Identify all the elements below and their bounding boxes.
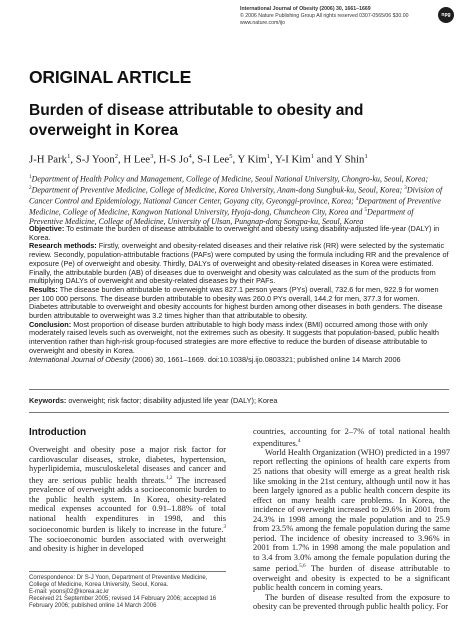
author-name: J-H Park xyxy=(29,153,68,166)
article-title: Burden of disease attributable to obesity and overweight in Korea xyxy=(29,102,364,139)
abstract-conclusion-text: Most proportion of disease burden attributable to high body mass index (BMI) occurred among those with only moderately raised levels such as overweight, not the extremes such as obesity. It suggests that population-based, public health intervention rather than high-risk group-focused strategies are more effective to reduce the burden of disease attributable to overweight and obesity in Korea. xyxy=(29,319,439,355)
journal-url-link[interactable]: www.nature.com/ijo xyxy=(240,20,285,26)
journal-citation-line: International Journal of Obesity (2006) 30, 1661–1669 xyxy=(240,6,371,12)
abstract-results-label: Results: xyxy=(29,284,58,294)
divider-bottom xyxy=(29,412,449,413)
author-name: H Lee xyxy=(123,153,151,166)
affiliation-text: Department of Health Policy and Management, College of Medicine, Seoul National University, Chongro-ku, Seoul, Korea; xyxy=(31,174,429,184)
paragraph-text: countries, accounting for 2–7% of total national health expenditures. xyxy=(253,427,450,448)
correspondence-email-link[interactable]: E-mail: yoonsj02@korea.ac.kr xyxy=(29,589,110,595)
author-affiliation-mark: 1 xyxy=(364,153,368,160)
paragraph-text: The increased prevalence of overweight adds a socioeconomic burden to the public health system. In Korea, obesity-related medical expenses accounted for 0.91–1.88% of total national health expenditures in 1998, and this socioeconomic burden is likely to increase in the future. xyxy=(29,475,226,534)
author-affiliation-mark: 5 xyxy=(229,153,233,160)
abstract-conclusion-label: Conclusion: xyxy=(29,319,72,329)
affiliation-mark: 2 xyxy=(29,184,32,191)
affiliation-list xyxy=(29,173,449,226)
author-name: S-I Lee xyxy=(197,153,230,166)
abstract-methods-label: Research methods: xyxy=(29,241,97,251)
reference-mark: 1,2 xyxy=(165,474,173,481)
author-name: Y Kim xyxy=(237,153,267,166)
abstract-block xyxy=(29,225,449,364)
author-affiliation-mark: 2 xyxy=(114,153,119,160)
intro-paragraph xyxy=(253,427,450,448)
author-name: H-S Jo xyxy=(158,153,189,166)
affiliation-text: Division of Cancer Control and Epidemiology, National Cancer Center, Goyang city, Gyeonggi-province, Korea; xyxy=(29,185,443,206)
footnote-divider xyxy=(29,571,226,572)
author-name: S-J Yoon xyxy=(75,153,115,166)
abstract-results-text: The disease burden attributable to overweight was 827.1 person years (PYs) overall, 732.6 for men, 922.9 for women per 100 000 persons. The disease burden attributable to obesity was 260.0 PYs overall, 144.2 for men, 377.3 for women. Diabetes attributable to overweight and obesity accounts for highest burden among other diseases in both genders. The disease burden attributable to overweight was 3.2 times higher than that attributable to obesity. xyxy=(29,284,443,321)
affiliation-mark: 1 xyxy=(29,174,32,180)
author-affiliation-mark: 4 xyxy=(188,153,192,160)
affiliation-mark: 3 xyxy=(404,184,407,191)
paragraph-text: Overweight and obesity pose a major risk factor for cardiovascular diseases, stroke, diabetes, hypertension, hyperlipidemia, musculoskeletal diseases and cancer and they are serious public health threats. xyxy=(29,445,226,485)
author-affiliation-mark: 3 xyxy=(150,153,154,160)
intro-paragraph xyxy=(253,448,450,593)
author-affiliation-mark: 1 xyxy=(266,153,270,160)
citation-details: (2006) 30, 1661–1669. doi:10.1038/sj.ijo.0803321; published online 14 March 2006 xyxy=(130,354,401,364)
correspondence-note: Correspondence: Dr S-J Yoon, Department of Preventive Medicine, College of Medicine, Korea University, Seoul, Korea. xyxy=(29,575,208,588)
introduction-heading: Introduction xyxy=(29,427,87,438)
reference-mark: 5,6 xyxy=(299,563,306,570)
affiliation-text: Department of Preventive Medicine, College of Medicine, University of Ulsan, Pungnap-dong Songpa-ku, Seoul, Korea xyxy=(29,207,414,226)
divider-top xyxy=(29,389,449,390)
body-column-right xyxy=(253,427,450,612)
paragraph-text: The socioeconomic burden associated with overweight and obesity is higher in developed xyxy=(29,534,226,554)
publisher-logo: npg xyxy=(438,7,454,23)
abstract-methods xyxy=(29,242,449,286)
affiliation-text: Department of Preventive Medicine, College of Medicine, Kangwon National University, Hyoja-dong, Chuncheon City, Korea and xyxy=(29,196,441,217)
keywords-label: Keywords: xyxy=(29,396,67,405)
author-affiliation-mark: 1 xyxy=(310,153,314,160)
author-list: J-H Park$^1$, S-J Yoon$^2$, H Lee$^3$, H-S Jo$^4$, S-I Lee$^5$, Y Kim$^1$, Y-I Kim$^1$ and Y Shin$^1$ xyxy=(29,153,368,166)
intro-paragraph: The burden of disease resulted from the exposure to obesity can be prevented through public health policy. For xyxy=(253,592,450,612)
paragraph-text: The burden of disease attributable to overweight and obesity is expected to be a significant public health concern in coming years. xyxy=(253,564,450,593)
author-name: Y Shin xyxy=(334,153,365,166)
abstract-results xyxy=(29,286,449,321)
abstract-objective xyxy=(29,225,449,242)
author-affiliation-mark: 1 xyxy=(67,153,71,160)
journal-masthead xyxy=(240,6,440,27)
copyright-line: © 2006 Nature Publishing Group All rights reserved 0307-0565/06 $30.00 xyxy=(240,13,409,19)
abstract-methods-text: Firstly, overweight and obesity-related diseases and their relative risk (RR) were selected by the systematic review. Secondly, population-attributable fractions (PAFs) were computed by using the formula including RR and the prevalence of exposure (Pe) of overweight and obesity. Thirdly, DALYs of overweight and obesity-related diseases in Korea were estimated. Finally, the attributable burden (AB) of diseases due to overweight and obesity was calculated as the sum of the products from multiplying DALYs of overweight and obesity-related diseases by their PAFs. xyxy=(29,241,449,286)
keywords-text: overweight; risk factor; disability adjusted life year (DALY); Korea xyxy=(66,396,278,405)
affiliation-mark: 4 xyxy=(355,195,359,202)
affiliation-text: Department of Preventive Medicine, College of Medicine, Korea University, Anam-dong Sungbuk-ku, Seoul, Korea; xyxy=(31,185,405,195)
abstract-citation xyxy=(29,356,449,365)
abstract-conclusion xyxy=(29,321,449,356)
abstract-objective-label: Objective: xyxy=(29,224,65,233)
intro-paragraph xyxy=(29,445,226,554)
abstract-objective-text: To estimate the burden of disease attributable to overweight and obesity using disability-adjusted life-year (DALY) in Korea. xyxy=(29,224,440,242)
footnote-block xyxy=(29,575,226,610)
citation-journal: International Journal of Obesity xyxy=(29,354,130,364)
body-column-left xyxy=(29,445,226,554)
reference-mark: 4 xyxy=(297,437,301,444)
article-type-heading: ORIGINAL ARTICLE xyxy=(29,67,192,87)
paragraph-text: World Health Organization (WHO) predicted in a 1997 report reflecting the opinions of health care experts from 25 nations that obesity will emerge as a great health risk like smoking in the 21st century, although until now it has been largely ignored as a public health concern despite its effect on many health care problems. In Korea, the incidence of overweight increased to 29.6% in 2001 from 24.3% in 1998 among the male population and to 25.9 from 23.5% among the female population during the same period. The incidence of obesity increased to 3.96% in 2001 from 1.7% in 1998 among the male population and to 3.4 from 3.0% among the female population during the same period. xyxy=(253,447,450,574)
received-dates-note: Received 21 September 2005; revised 14 February 2006; accepted 16 February 2006; published online 14 March 2006 xyxy=(29,596,217,609)
keywords-line xyxy=(29,397,449,406)
author-name: Y-I Kim xyxy=(275,153,311,166)
reference-mark: 3 xyxy=(223,524,226,531)
affiliation-mark: 5 xyxy=(364,206,368,213)
